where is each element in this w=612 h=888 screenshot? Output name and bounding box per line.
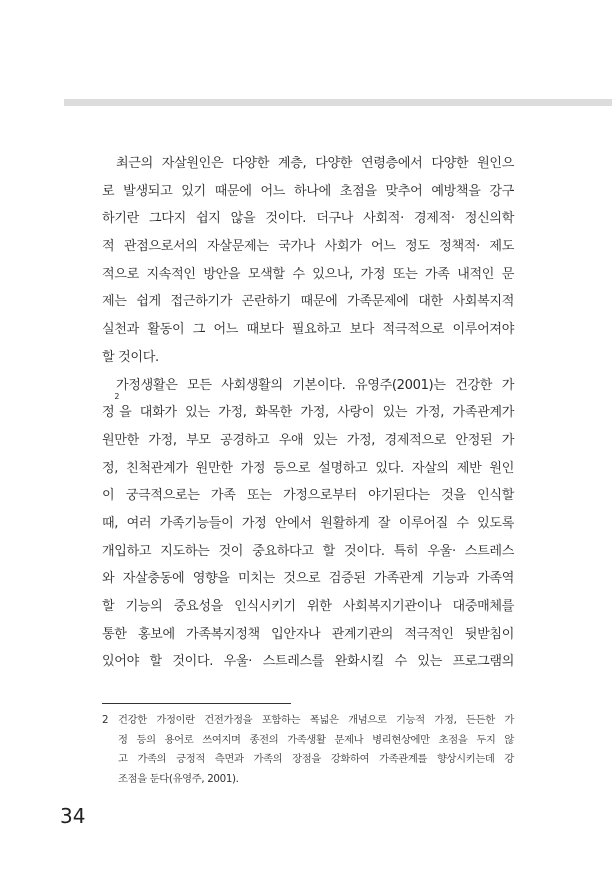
body-text	[102, 150, 514, 676]
text-line: 할 기능의 중요성을 인식시키기 위한 사회복지기관이나 대중매체를	[102, 599, 514, 614]
header-rule	[64, 99, 612, 106]
text-line: 정, 친척관계가 원만한 가정 등으로 설명하고 있다. 자살의 제반 원인	[102, 460, 514, 476]
footnote	[102, 711, 514, 789]
text-line: 실천과 활동이 그 어느 때보다 필요하고 보다 적극적으로 이루어져야	[102, 322, 514, 338]
text-line: 때, 여러 가족기능들이 가정 안에서 원활하게 잘 이루어질 수 있도록	[102, 515, 514, 531]
text-line: 있어야 할 것이다. 우울· 스트레스를 완화시킬 수 있는 프로그램의	[102, 654, 514, 670]
text-line-with-footnote-ref	[102, 392, 514, 427]
page-number: 34	[60, 804, 86, 828]
text-rest: 을 대화가 있는 가정, 화목한 가정, 사랑이 있는 가정, 가족관계가	[119, 405, 514, 421]
paragraph-2	[102, 372, 514, 677]
footnote-reference[interactable]: 2	[114, 392, 120, 402]
text-line: 와 자살충동에 영향을 미치는 것으로 검증된 가족관계 기능과 가족역	[102, 571, 514, 587]
text-prefix: 정	[102, 405, 115, 421]
footnote-line: 조점을 둔다(유영주, 2001).	[118, 772, 239, 785]
footnote-divider	[102, 703, 291, 704]
footnote-line: 고 가족의 긍정적 측면과 가족의 장점을 강화하여 가족관계를 향상시키는데 강	[118, 753, 514, 765]
text-line: 로 발생되고 있기 때문에 어느 하나에 초점을 맞추어 예방책을 강구	[102, 183, 514, 199]
text-line: 최근의 자살원인은 다양한 계층, 다양한 연령층에서 다양한 원인으	[116, 156, 514, 171]
footnote-number: 2	[102, 714, 109, 726]
text-line: 할 것이다.	[102, 349, 159, 365]
text-line: 통한 홍보에 가족복지정책 입안자나 관계기관의 적극적인 뒷받침이	[102, 626, 514, 642]
text-line: 적으로 지속적인 방안을 모색할 수 있으나, 가정 또는 가족 내적인 문	[102, 266, 514, 282]
text-line: 원만한 가정, 부모 공경하고 우애 있는 가정, 경제적으로 안정된 가	[102, 432, 514, 448]
footnote-line: 건강한 가정이란 건전가정을 포함하는 폭넓은 개념으로 기능적 가정, 든든한 가	[118, 714, 514, 726]
footnote-line: 정 등의 용어로 쓰여지며 종전의 가족생활 문제나 병리현상에만 초점을 두지 않	[118, 733, 514, 746]
text-line: 하기란 그다지 쉽지 않을 것이다. 더구나 사회적· 경제적· 정신의학	[102, 211, 514, 227]
text-line: 개입하고 지도하는 것이 중요하다고 할 것이다. 특히 우울· 스트레스	[102, 543, 514, 559]
text-line: 적 관점으로서의 자살문제는 국가나 사회가 어느 정도 정책적· 제도	[102, 239, 514, 255]
text-line: 제는 쉽게 접근하기가 곤란하기 때문에 가족문제에 대한 사회복지적	[102, 294, 514, 310]
text-line: 가정생활은 모든 사회생활의 기본이다. 유영주(2001)는 건강한 가	[116, 377, 514, 393]
text-line: 이 궁극적으로는 가족 또는 가정으로부터 야기된다는 것을 인식할	[102, 488, 514, 504]
paragraph-1	[102, 150, 514, 372]
